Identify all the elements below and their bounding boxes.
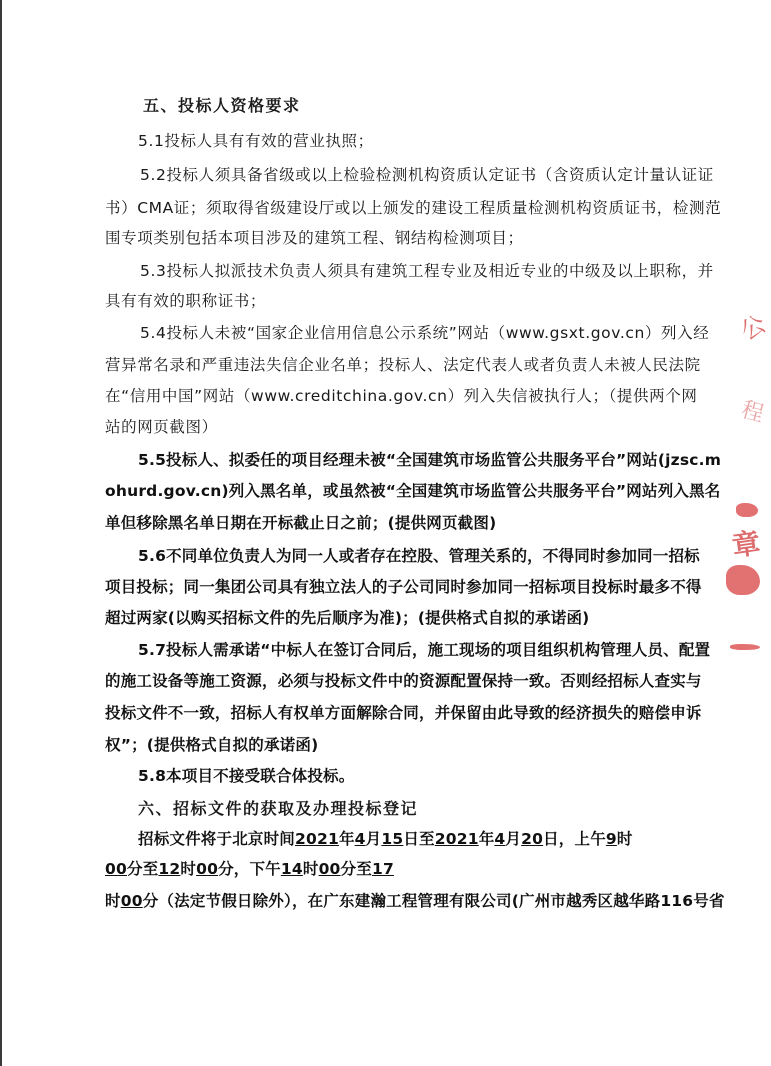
location-text: 分（法定节假日除外），在广东建瀚工程管理有限公司(广州市越秀区越华路116号省: [142, 892, 725, 910]
clause-5-7-line-4: 权”；(提供格式自拟的承诺函): [105, 736, 319, 754]
am-start-hour: 9: [605, 830, 617, 848]
end-year: 2021: [434, 830, 479, 848]
clause-5-2-line-2: 书）CMA证；须取得省级建设厅或以上颁发的建设工程质量检测机构资质证书，检测范: [105, 199, 722, 217]
seal-ink-blot-2: [726, 565, 760, 595]
hour-label-4: 时: [105, 892, 121, 910]
seal-char-1: 公: [735, 309, 771, 346]
clause-5-4-line-3: 在“信用中国”网站（www.creditchina.gov.cn）列入失信被执行人；（提供两个网: [105, 387, 698, 405]
day-am-label: 日，上午: [543, 830, 606, 848]
clause-5-4-line-4: 站的网页截图）: [105, 418, 218, 436]
minute-to-label: 分至: [126, 860, 159, 878]
pm-end-hour: 17: [371, 860, 394, 878]
clause-5-6-line-2: 项目投标；同一集团公司具有独立法人的子公司同时参加同一招标项目投标时最多不得: [105, 578, 702, 596]
minute-pm-label: 分，下午: [218, 860, 281, 878]
clause-5-6-line-1: 5.6不同单位负责人为同一人或者存在控股、管理关系的，不得同时参加同一招标: [138, 547, 700, 565]
tender-time-line-2: [105, 859, 394, 879]
seal-fragment-edge: [722, 640, 762, 654]
end-month: 4: [494, 830, 506, 848]
seal-ink-blot-3: [730, 644, 760, 650]
year-label: 年: [338, 830, 355, 848]
clause-5-6-line-3: 超过两家(以购买招标文件的先后顺序为准)；(提供格式自拟的承诺函): [105, 609, 590, 627]
clause-5-3-line-2: 具有有效的职称证书；: [105, 292, 267, 310]
pm-end-minute: 00: [120, 892, 143, 910]
clause-5-1: 5.1投标人具有有效的营业执照；: [138, 132, 374, 150]
pm-start-minute: 00: [318, 860, 341, 878]
start-year: 2021: [295, 830, 339, 848]
year-label-2: 年: [478, 830, 495, 848]
seal-ink-blot: [736, 503, 758, 517]
section-6-heading: 六、招标文件的获取及办理投标登记: [138, 799, 419, 818]
clause-5-5-line-2: ohurd.gov.cn)列入黑名单，或虽然被“全国建筑市场监管公共服务平台”网站列入黑名: [105, 482, 721, 500]
hour-label-3: 时: [302, 860, 319, 878]
end-day: 20: [521, 830, 544, 848]
clause-5-3-line-1: 5.3投标人拟派技术负责人须具有建筑工程专业及相近专业的中级及以上职称，并: [140, 262, 714, 280]
clause-5-2-line-1: 5.2投标人须具备省级或以上检验检测机构资质认定证书（含资质认定计量认证证: [140, 166, 714, 184]
hour-label-2: 时: [180, 860, 197, 878]
start-month: 4: [354, 830, 366, 848]
pm-start-hour: 14: [280, 860, 303, 878]
month-label: 月: [365, 830, 382, 848]
seal-fragment-bottom: [722, 495, 762, 615]
am-start-minute: 00: [105, 860, 127, 878]
clause-5-7-line-3: 投标文件不一致，招标人有权单方面解除合同，并保留由此导致的经济损失的赔偿申诉: [105, 704, 702, 722]
month-label-2: 月: [505, 830, 522, 848]
clause-5-7-line-1: 5.7投标人需承诺“中标人在签订合同后，施工现场的项目组织机构管理人员、配置: [138, 641, 711, 659]
clause-5-4-line-1: 5.4投标人未被“国家企业信用信息公示系统”网站（www.gsxt.gov.cn）列入经: [140, 324, 710, 342]
hour-label: 时: [616, 830, 633, 848]
am-end-minute: 00: [196, 860, 219, 878]
tender-time-line-1: [138, 829, 633, 849]
tender-time-line-3: [105, 891, 725, 911]
am-end-hour: 12: [158, 860, 181, 878]
start-day: 15: [381, 830, 404, 848]
time-prefix: 招标文件将于北京时间: [138, 830, 296, 848]
clause-5-8: 5.8本项目不接受联合体投标。: [138, 767, 355, 785]
seal-fragment-top: [722, 290, 771, 370]
minute-to-label-2: 分至: [340, 860, 372, 878]
seal-char-3: 章: [730, 526, 763, 563]
day-to-label: 日至: [403, 830, 435, 848]
seal-char-2: 程: [738, 397, 767, 428]
page-left-border: [0, 0, 2, 1066]
clause-5-5-line-1: 5.5投标人、拟委任的项目经理未被“全国建筑市场监管公共服务平台”网站(jzsc.m: [138, 451, 722, 469]
clause-5-4-line-2: 营异常名录和严重违法失信企业名单；投标人、法定代表人或者负责人未被人民法院: [105, 356, 701, 374]
clause-5-5-line-3: 单但移除黑名单日期在开标截止日之前；(提供网页截图): [105, 514, 497, 532]
seal-fragment-middle: [722, 385, 767, 445]
clause-5-2-line-3: 围专项类别包括本项目涉及的建筑工程、钢结构检测项目；: [105, 229, 524, 247]
clause-5-7-line-2: 的施工设备等施工资源，必须与投标文件中的资源配置保持一致。否则经招标人查实与: [105, 672, 702, 690]
section-5-heading: 五、投标人资格要求: [143, 96, 301, 115]
